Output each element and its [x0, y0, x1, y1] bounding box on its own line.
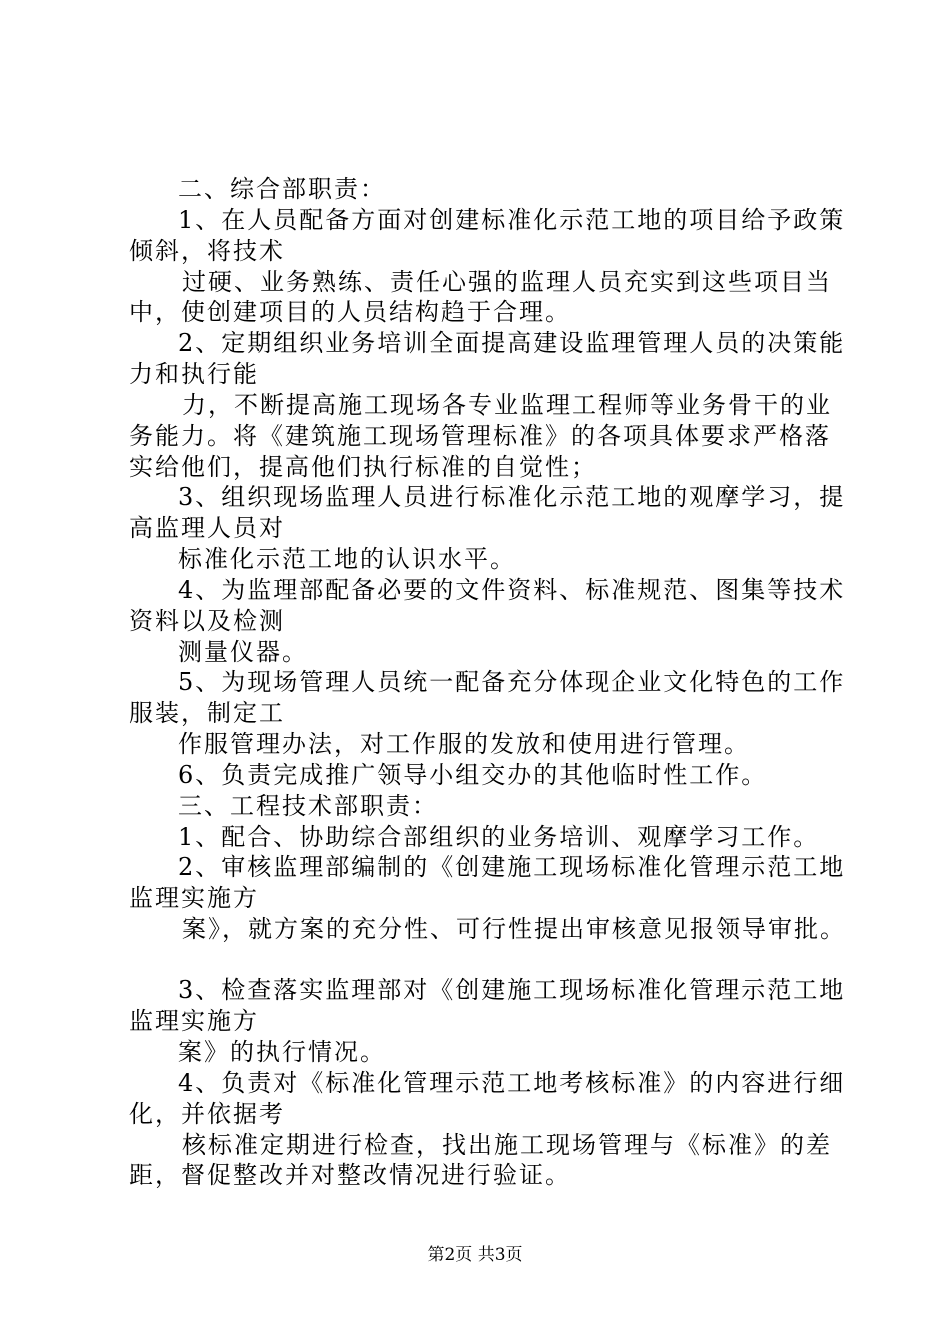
paragraph-line: 1、在人员配备方面对创建标准化示范工地的项目给予政策 [178, 206, 846, 234]
paragraph-line: 服装，制定工 [129, 699, 285, 727]
paragraph-line: 高监理人员对 [129, 514, 285, 542]
paragraph-line: 1、配合、协助综合部组织的业务培训、观摩学习工作。 [178, 823, 820, 851]
paragraph-line: 中，使创建项目的人员结构趋于合理。 [129, 298, 571, 326]
paragraph-line: 力，不断提高施工现场各专业监理工程师等业务骨干的业 [182, 391, 832, 419]
paragraph-line: 5、为现场管理人员统一配备充分体现企业文化特色的工作 [178, 668, 846, 696]
paragraph-line: 实给他们，提高他们执行标准的自觉性； [129, 453, 597, 481]
paragraph-line: 监理实施方 [129, 1007, 259, 1035]
paragraph-line: 距，督促整改并对整改情况进行验证。 [129, 1161, 571, 1189]
paragraph-line: 监理实施方 [129, 884, 259, 912]
paragraph-line: 化，并依据考 [129, 1100, 285, 1128]
paragraph-line: 2、定期组织业务培训全面提高建设监理管理人员的决策能 [178, 329, 846, 357]
paragraph-line: 过硬、业务熟练、责任心强的监理人员充实到这些项目当 [182, 268, 832, 296]
paragraph-line: 4、负责对《标准化管理示范工地考核标准》的内容进行细 [178, 1069, 846, 1097]
paragraph-line: 测量仪器。 [178, 638, 308, 666]
paragraph-line: 力和执行能 [129, 360, 259, 388]
paragraph-line: 资料以及检测 [129, 607, 285, 635]
page-number-footer: 第2页 共3页 [427, 1245, 523, 1265]
paragraph-line: 案》的执行情况。 [178, 1038, 386, 1066]
paragraph-line: 倾斜，将技术 [129, 237, 285, 265]
paragraph-line: 6、负责完成推广领导小组交办的其他临时性工作。 [178, 761, 768, 789]
section-heading-engineering-dept: 三、工程技术部职责： [178, 792, 438, 820]
paragraph-line: 3、组织现场监理人员进行标准化示范工地的观摩学习，提 [178, 483, 846, 511]
paragraph-line: 核标准定期进行检查，找出施工现场管理与《标准》的差 [182, 1131, 832, 1159]
paragraph-line: 作服管理办法，对工作服的发放和使用进行管理。 [178, 730, 750, 758]
paragraph-line: 案》，就方案的充分性、可行性提出审核意见报领导审批。 [182, 915, 846, 943]
paragraph-line: 务能力。将《建筑施工现场管理标准》的各项具体要求严格落 [129, 422, 831, 450]
paragraph-line: 标准化示范工地的认识水平。 [178, 545, 516, 573]
section-heading-general-dept: 二、综合部职责： [178, 175, 386, 203]
paragraph-line: 3、检查落实监理部对《创建施工现场标准化管理示范工地 [178, 976, 846, 1004]
paragraph-line: 2、审核监理部编制的《创建施工现场标准化管理示范工地 [178, 853, 846, 881]
paragraph-line: 4、为监理部配备必要的文件资料、标准规范、图集等技术 [178, 576, 846, 604]
